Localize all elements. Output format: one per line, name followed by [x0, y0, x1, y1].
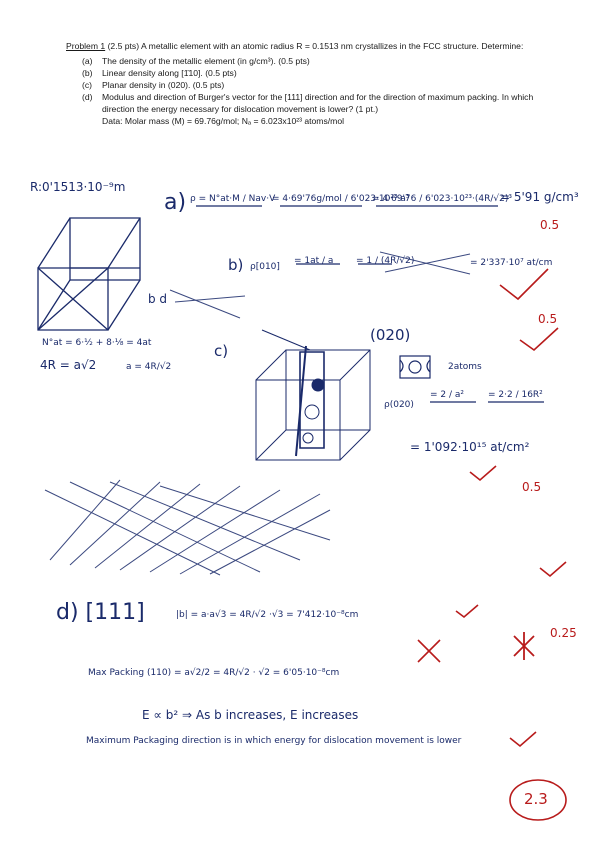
hw-a-eq: a = 4R/√2	[126, 362, 172, 372]
part-b: (b) Linear density along [1̄10]. (0.5 pts)	[82, 68, 237, 78]
hw-part-a-expr2: = 4·69'76g/mol / 6'023·10²³·a³	[272, 194, 410, 204]
hw-part-a-expr3: = 4·69'76 / 6'023·10²³·(4R/√2)³	[372, 194, 512, 204]
hw-part-a-label: a)	[164, 190, 187, 215]
hw-part-b-result: = 2'337·10⁷ at/cm	[470, 258, 553, 268]
hw-radius: R:0'1513·10⁻⁹m	[30, 180, 126, 194]
hw-max-packing: Max Packing (110) = a√2/2 = 4R/√2 · √2 = 6'05·10⁻⁸cm	[88, 668, 340, 678]
hw-energy: E ∝ b² ⇒ As b increases, E increases	[142, 708, 359, 722]
grade-d: 0.25	[550, 626, 577, 640]
hw-natoms: N°at = 6·½ + 8·⅛ = 4at	[42, 338, 152, 348]
part-c: (c) Planar density in (020). (0.5 pts)	[82, 80, 225, 90]
hw-part-c-expr2: = 2·2 / 16R²	[488, 390, 543, 400]
hw-part-b-expr1: = 1at / a	[294, 256, 334, 266]
hw-part-d-burgers: |b| = a·a√3 = 4R/√2 ·√3 = 7'412·10⁻⁸cm	[176, 610, 359, 620]
hw-part-b-label: b)	[228, 256, 244, 274]
hw-atoms: 2atoms	[448, 362, 482, 372]
plane-atoms-drawing	[400, 356, 430, 378]
part-a: (a) The density of the metallic element (in g/cm³). (0.5 pts)	[82, 56, 310, 66]
grade-c: 0.5	[522, 480, 542, 494]
hw-conclusion: Maximum Packaging direction is in which energy for dislocation movement is lower	[86, 736, 462, 746]
grade-a: 0.5	[540, 218, 560, 232]
fcc-cube-drawing	[38, 218, 140, 330]
unit-cell-plane-drawing	[256, 330, 370, 460]
problem-title: Problem 1	[66, 41, 106, 51]
hw-part-c-expr1: = 2 / a²	[430, 390, 465, 400]
hw-part-b-expr2: = 1 / (4R/√2)	[356, 256, 415, 266]
total-score: 2.3	[524, 790, 548, 808]
hw-plane-label: (020)	[370, 326, 411, 344]
hw-part-a-result: = 5'91 g/cm³	[500, 190, 579, 204]
hw-part-c-result: = 1'092·10¹⁵ at/cm²	[410, 440, 530, 454]
crossed-out-work	[45, 252, 470, 575]
hw-part-a-expr1: ρ = N°at·M / Nav·V	[190, 194, 276, 204]
grade-b: 0.5	[538, 312, 558, 326]
hw-part-c-rho: ρ(020)	[384, 400, 414, 410]
asterisk-mark	[514, 632, 534, 660]
hw-part-c-label: c)	[214, 342, 229, 360]
data-line: Data: Molar mass (M) = 69.76g/mol; Nₐ = 6.023x10²³ atoms/mol	[102, 116, 345, 126]
hw-part-d-label: d) [111]	[56, 600, 145, 625]
hw-b-d: b d	[148, 292, 168, 306]
part-d: (d) Modulus and direction of Burger's vector for the [111] direction and for the direction of maximum packing. In which direction the energy necessary for dislocation movement is lower? (1 pt.)	[82, 92, 534, 114]
hw-four-r: 4R = a√2	[40, 358, 97, 372]
problem-points: (2.5 pts)	[107, 41, 140, 51]
hw-part-b-rho: ρ[010]	[250, 262, 280, 272]
problem-text: A metallic element with an atomic radius R = 0.1513 nm crystallizes in the FCC structure. Determine:	[141, 41, 524, 51]
